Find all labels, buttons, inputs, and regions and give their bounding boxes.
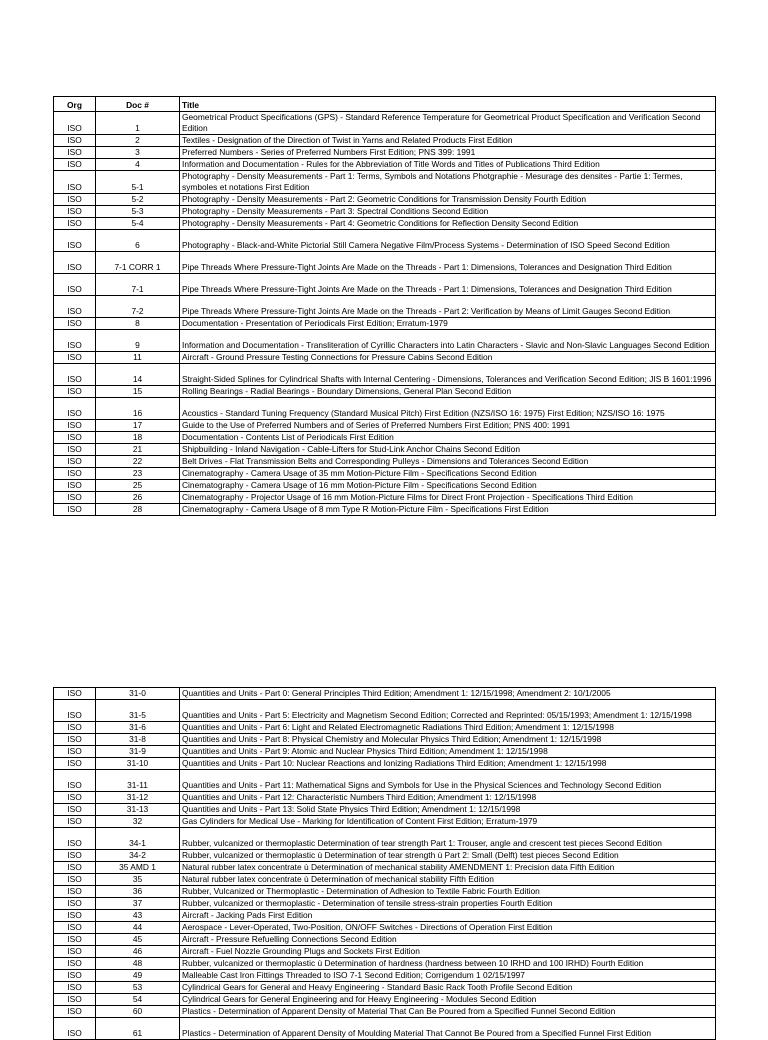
table-row (54, 468, 716, 480)
table-row (54, 398, 716, 420)
org-cell: ISO (54, 828, 96, 850)
title-cell: Aircraft - Pressure Refuelling Connections Second Edition (180, 934, 716, 946)
table-row (54, 206, 716, 218)
table-row (54, 112, 716, 135)
org-cell: ISO (54, 206, 96, 218)
org-cell: ISO (54, 364, 96, 386)
doc-number-cell: 36 (96, 886, 180, 898)
title-cell: Quantities and Units - Part 0: General Principles Third Edition; Amendment 1: 12/15/1998; Amendment 2: 10/1/2005 (180, 688, 716, 700)
doc-number-cell: 54 (96, 994, 180, 1006)
org-cell: ISO (54, 456, 96, 468)
table-row (54, 850, 716, 862)
org-cell: ISO (54, 898, 96, 910)
org-cell: ISO (54, 886, 96, 898)
org-cell: ISO (54, 230, 96, 252)
doc-number-cell: 31-10 (96, 758, 180, 770)
table-row (54, 352, 716, 364)
doc-number-cell: 32 (96, 816, 180, 828)
doc-number-cell: 31-9 (96, 746, 180, 758)
header-title: Title (180, 97, 716, 112)
doc-number-cell: 53 (96, 982, 180, 994)
table-row (54, 274, 716, 296)
doc-number-cell: 6 (96, 230, 180, 252)
doc-number-cell: 45 (96, 934, 180, 946)
org-cell: ISO (54, 910, 96, 922)
title-cell: Cylindrical Gears for General and Heavy Engineering - Standard Basic Rack Tooth Profile Second Edition (180, 982, 716, 994)
doc-number-cell: 15 (96, 386, 180, 398)
title-cell: Cylindrical Gears for General Engineering and for Heavy Engineering - Modules Second Edition (180, 994, 716, 1006)
doc-number-cell: 4 (96, 159, 180, 171)
table-row (54, 230, 716, 252)
title-cell: Malleable Cast Iron Fittings Threaded to ISO 7-1 Second Edition; Corrigendum 1 02/15/1997 (180, 970, 716, 982)
table-row (54, 432, 716, 444)
title-cell: Quantities and Units - Part 12: Characteristic Numbers Third Edition; Amendment 1: 12/15/1998 (180, 792, 716, 804)
org-cell: ISO (54, 252, 96, 274)
standards-table-top (53, 96, 716, 516)
doc-number-cell: 31-13 (96, 804, 180, 816)
header-doc-number: Doc # (96, 97, 180, 112)
table-row (54, 159, 716, 171)
doc-number-cell: 48 (96, 958, 180, 970)
doc-number-cell: 5-2 (96, 194, 180, 206)
table-row (54, 1018, 716, 1040)
title-cell: Belt Drives - Flat Transmission Belts and Corresponding Pulleys - Dimensions and Tolerances Second Edition (180, 456, 716, 468)
org-cell: ISO (54, 492, 96, 504)
title-cell: Rubber, Vulcanized or Thermoplastic - Determination of Adhesion to Textile Fabric Fourth Edition (180, 886, 716, 898)
doc-number-cell: 31-6 (96, 722, 180, 734)
doc-number-cell: 9 (96, 330, 180, 352)
table-row (54, 456, 716, 468)
table-row (54, 688, 716, 700)
table-row (54, 330, 716, 352)
doc-number-cell: 17 (96, 420, 180, 432)
title-cell: Natural rubber latex concentrate ù Determination of mechanical stability Fifth Edition (180, 874, 716, 886)
org-cell: ISO (54, 804, 96, 816)
org-cell: ISO (54, 112, 96, 135)
table-row (54, 420, 716, 432)
table-row (54, 296, 716, 318)
table-row (54, 746, 716, 758)
doc-number-cell: 5-4 (96, 218, 180, 230)
table-row (54, 318, 716, 330)
org-cell: ISO (54, 958, 96, 970)
table-row (54, 135, 716, 147)
doc-number-cell: 31-12 (96, 792, 180, 804)
table-row (54, 982, 716, 994)
title-cell: Plastics - Determination of Apparent Density of Material That Can Be Poured from a Specified Funnel Second Edition (180, 1006, 716, 1018)
title-cell: Documentation - Presentation of Periodicals First Edition; Erratum-1979 (180, 318, 716, 330)
table-row (54, 770, 716, 792)
org-cell: ISO (54, 982, 96, 994)
title-cell: Shipbuilding - Inland Navigation - Cable-Lifters for Stud-Link Anchor Chains Second Edition (180, 444, 716, 456)
doc-number-cell: 46 (96, 946, 180, 958)
doc-number-cell: 21 (96, 444, 180, 456)
title-cell: Photography - Density Measurements - Part 3: Spectral Conditions Second Edition (180, 206, 716, 218)
org-cell: ISO (54, 688, 96, 700)
title-cell: Quantities and Units - Part 10: Nuclear Reactions and Ionizing Radiations Third Edition; Amendment 1: 12/15/1998 (180, 758, 716, 770)
doc-number-cell: 5-3 (96, 206, 180, 218)
org-cell: ISO (54, 468, 96, 480)
org-cell: ISO (54, 758, 96, 770)
org-cell: ISO (54, 746, 96, 758)
title-cell: Pipe Threads Where Pressure-Tight Joints Are Made on the Threads - Part 1: Dimensions, Tolerances and Designation Third Edition (180, 252, 716, 274)
org-cell: ISO (54, 398, 96, 420)
org-cell: ISO (54, 274, 96, 296)
table-row (54, 946, 716, 958)
header-row (54, 97, 716, 112)
title-cell: Straight-Sided Splines for Cylindrical Shafts with Internal Centering - Dimensions, Tolerances and Verification Second Edition; JIS B 1601:1996 (180, 364, 716, 386)
title-cell: Aircraft - Ground Pressure Testing Connections for Pressure Cabins Second Edition (180, 352, 716, 364)
title-cell: Rubber, vulcanized or thermoplastic ù Determination of hardness (hardness between 10 IRHD and 100 IRHD) Fourth Edition (180, 958, 716, 970)
table-row (54, 444, 716, 456)
title-cell: Quantities and Units - Part 8: Physical Chemistry and Molecular Physics Third Edition; Amendment 1: 12/15/1998 (180, 734, 716, 746)
table-row (54, 934, 716, 946)
doc-number-cell: 35 AMD 1 (96, 862, 180, 874)
title-cell: Rubber, vulcanized or thermoplastic Determination of tear strength Part 1: Trouser, angle and crescent test pieces Second Edition (180, 828, 716, 850)
title-cell: Quantities and Units - Part 11: Mathematical Signs and Symbols for Use in the Physical Sciences and Technology Second Edition (180, 770, 716, 792)
org-cell: ISO (54, 480, 96, 492)
doc-number-cell: 16 (96, 398, 180, 420)
org-cell: ISO (54, 922, 96, 934)
title-cell: Rolling Bearings - Radial Bearings - Boundary Dimensions, General Plan Second Edition (180, 386, 716, 398)
doc-number-cell: 26 (96, 492, 180, 504)
title-cell: Plastics - Determination of Apparent Density of Moulding Material That Cannot Be Poured from a Specified Funnel First Edition (180, 1018, 716, 1040)
doc-number-cell: 8 (96, 318, 180, 330)
title-cell: Photography - Density Measurements - Part 4: Geometric Conditions for Reflection Density Second Edition (180, 218, 716, 230)
title-cell: Information and Documentation - Rules for the Abbreviation of Title Words and Titles of Publications Third Edition (180, 159, 716, 171)
table-row (54, 218, 716, 230)
table-row (54, 386, 716, 398)
org-cell: ISO (54, 135, 96, 147)
doc-number-cell: 3 (96, 147, 180, 159)
org-cell: ISO (54, 194, 96, 206)
table-row (54, 492, 716, 504)
org-cell: ISO (54, 934, 96, 946)
org-cell: ISO (54, 862, 96, 874)
org-cell: ISO (54, 504, 96, 516)
org-cell: ISO (54, 218, 96, 230)
table-row (54, 886, 716, 898)
org-cell: ISO (54, 970, 96, 982)
table-row (54, 970, 716, 982)
table-row (54, 804, 716, 816)
table-row (54, 480, 716, 492)
title-cell: Aircraft - Jacking Pads First Edition (180, 910, 716, 922)
doc-number-cell: 31-0 (96, 688, 180, 700)
title-cell: Information and Documentation - Transliteration of Cyrillic Characters into Latin Characters - Slavic and Non-Slavic Languages Second Edition (180, 330, 716, 352)
table-row (54, 910, 716, 922)
doc-number-cell: 31-11 (96, 770, 180, 792)
table-row (54, 252, 716, 274)
doc-number-cell: 7-1 (96, 274, 180, 296)
table-row (54, 722, 716, 734)
doc-number-cell: 28 (96, 504, 180, 516)
title-cell: Textiles - Designation of the Direction of Twist in Yarns and Related Products First Edition (180, 135, 716, 147)
doc-number-cell: 31-8 (96, 734, 180, 746)
org-cell: ISO (54, 352, 96, 364)
doc-number-cell: 31-5 (96, 700, 180, 722)
title-cell: Gas Cylinders for Medical Use - Marking for Identification of Content First Edition; Erratum-1979 (180, 816, 716, 828)
doc-number-cell: 37 (96, 898, 180, 910)
table-row (54, 364, 716, 386)
title-cell: Quantities and Units - Part 9: Atomic and Nuclear Physics Third Edition; Amendment 1: 12/15/1998 (180, 746, 716, 758)
org-cell: ISO (54, 946, 96, 958)
title-cell: Preferred Numbers - Series of Preferred Numbers First Edition; PNS 399: 1991 (180, 147, 716, 159)
table-row (54, 758, 716, 770)
title-cell: Acoustics - Standard Tuning Frequency (Standard Musical Pitch) First Edition (NZS/ISO 16: 1975) First Edition; NZS/ISO 16: 1975 (180, 398, 716, 420)
doc-number-cell: 25 (96, 480, 180, 492)
title-cell: Cinematography - Camera Usage of 16 mm Motion-Picture Film - Specifications Second Edition (180, 480, 716, 492)
table-row (54, 828, 716, 850)
org-cell: ISO (54, 792, 96, 804)
doc-number-cell: 11 (96, 352, 180, 364)
org-cell: ISO (54, 700, 96, 722)
table-row (54, 816, 716, 828)
org-cell: ISO (54, 1018, 96, 1040)
table-row (54, 171, 716, 194)
doc-number-cell: 44 (96, 922, 180, 934)
title-cell: Quantities and Units - Part 13: Solid State Physics Third Edition; Amendment 1: 12/15/1998 (180, 804, 716, 816)
org-cell: ISO (54, 874, 96, 886)
org-cell: ISO (54, 171, 96, 194)
org-cell: ISO (54, 296, 96, 318)
table-row (54, 734, 716, 746)
table-row (54, 194, 716, 206)
org-cell: ISO (54, 386, 96, 398)
table-row (54, 958, 716, 970)
org-cell: ISO (54, 444, 96, 456)
title-cell: Cinematography - Projector Usage of 16 mm Motion-Picture Films for Direct Front Projection - Specifications Third Edition (180, 492, 716, 504)
doc-number-cell: 1 (96, 112, 180, 135)
table-row (54, 874, 716, 886)
org-cell: ISO (54, 420, 96, 432)
table-row (54, 922, 716, 934)
title-cell: Quantities and Units - Part 5: Electricity and Magnetism Second Edition; Corrected and Reprinted: 05/15/1993; Amendment 1: 12/15/1998 (180, 700, 716, 722)
title-cell: Natural rubber latex concentrate ù Determination of mechanical stability AMENDMENT 1: Precision data Fifth Edition (180, 862, 716, 874)
header-org: Org (54, 97, 96, 112)
table-row (54, 862, 716, 874)
doc-number-cell: 7-2 (96, 296, 180, 318)
doc-number-cell: 35 (96, 874, 180, 886)
title-cell: Quantities and Units - Part 6: Light and Related Electromagnetic Radiations Third Edition; Amendment 1: 12/15/1998 (180, 722, 716, 734)
title-cell: Cinematography - Camera Usage of 35 mm Motion-Picture Film - Specifications Second Edition (180, 468, 716, 480)
title-cell: Geometrical Product Specifications (GPS) - Standard Reference Temperature for Geometrical Product Specification and Verification Second Edition (180, 112, 716, 135)
doc-number-cell: 7-1 CORR 1 (96, 252, 180, 274)
org-cell: ISO (54, 330, 96, 352)
org-cell: ISO (54, 734, 96, 746)
doc-number-cell: 43 (96, 910, 180, 922)
title-cell: Guide to the Use of Preferred Numbers and of Series of Preferred Numbers First Edition; PNS 400: 1991 (180, 420, 716, 432)
org-cell: ISO (54, 159, 96, 171)
table-body-bottom (54, 688, 716, 1040)
title-cell: Aircraft - Fuel Nozzle Grounding Plugs and Sockets First Edition (180, 946, 716, 958)
doc-number-cell: 2 (96, 135, 180, 147)
title-cell: Photography - Density Measurements - Part 1: Terms, Symbols and Notations Photgraphie - Mesurage des densites - Partie 1: Termes, symboles et notations First Edition (180, 171, 716, 194)
doc-number-cell: 18 (96, 432, 180, 444)
org-cell: ISO (54, 994, 96, 1006)
doc-number-cell: 23 (96, 468, 180, 480)
doc-number-cell: 34-2 (96, 850, 180, 862)
title-cell: Rubber, vulcanized or thermoplastic ù Determination of tear strength ù Part 2: Small (Delft) test pieces Second Edition (180, 850, 716, 862)
title-cell: Rubber, vulcanized or thermoplastic - Determination of tensile stress-strain properties Fourth Edition (180, 898, 716, 910)
doc-number-cell: 49 (96, 970, 180, 982)
title-cell: Pipe Threads Where Pressure-Tight Joints Are Made on the Threads - Part 1: Dimensions, Tolerances and Designation Third Edition (180, 274, 716, 296)
standards-table-bottom (53, 687, 716, 1040)
doc-number-cell: 61 (96, 1018, 180, 1040)
table-row (54, 700, 716, 722)
table-row (54, 994, 716, 1006)
title-cell: Cinematography - Camera Usage of 8 mm Type R Motion-Picture Film - Specifications First Edition (180, 504, 716, 516)
table-row (54, 1006, 716, 1018)
org-cell: ISO (54, 850, 96, 862)
title-cell: Aerospace - Lever-Operated, Two-Position, ON/OFF Switches - Directions of Operation First Edition (180, 922, 716, 934)
title-cell: Documentation - Contents List of Periodicals First Edition (180, 432, 716, 444)
title-cell: Pipe Threads Where Pressure-Tight Joints Are Made on the Threads - Part 2: Verification by Means of Limit Gauges Second Edition (180, 296, 716, 318)
table-row (54, 504, 716, 516)
table-body-top (54, 112, 716, 516)
org-cell: ISO (54, 147, 96, 159)
table-row (54, 898, 716, 910)
table-row (54, 147, 716, 159)
org-cell: ISO (54, 1006, 96, 1018)
table-row (54, 792, 716, 804)
doc-number-cell: 5-1 (96, 171, 180, 194)
org-cell: ISO (54, 722, 96, 734)
title-cell: Photography - Density Measurements - Part 2: Geometric Conditions for Transmission Density Fourth Edition (180, 194, 716, 206)
org-cell: ISO (54, 318, 96, 330)
doc-number-cell: 34-1 (96, 828, 180, 850)
org-cell: ISO (54, 432, 96, 444)
org-cell: ISO (54, 770, 96, 792)
doc-number-cell: 22 (96, 456, 180, 468)
doc-number-cell: 60 (96, 1006, 180, 1018)
org-cell: ISO (54, 816, 96, 828)
doc-number-cell: 14 (96, 364, 180, 386)
title-cell: Photography - Black-and-White Pictorial Still Camera Negative Film/Process Systems - Determination of ISO Speed Second Edition (180, 230, 716, 252)
